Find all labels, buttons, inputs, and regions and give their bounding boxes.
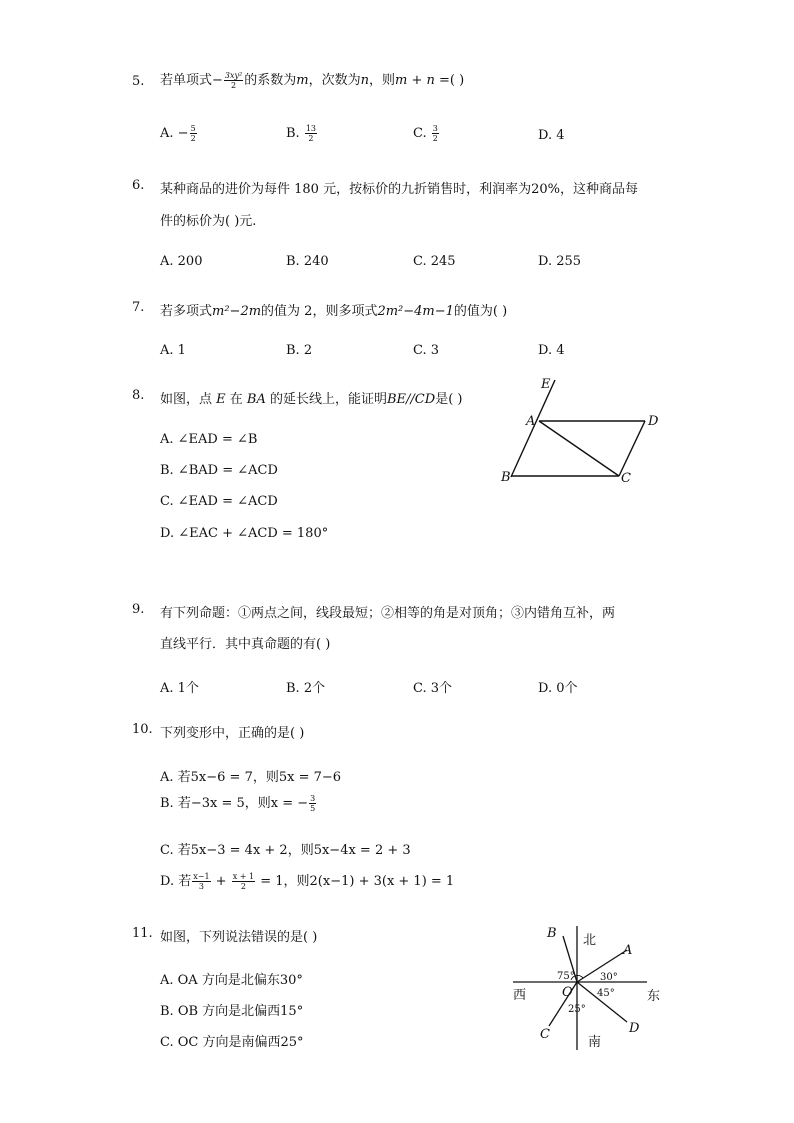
compass-direction-figure <box>505 918 670 1053</box>
question-stem-line1: 某种商品的进价为每件 180 元，按标价的九折销售时，利润率为20%，这种商品每 <box>160 182 638 197</box>
fraction: $\frac{x + 1}{2}$ <box>232 872 255 891</box>
option-c[interactable]: C. 3 <box>413 343 440 358</box>
option-d[interactable]: D. ∠EAC + ∠ACD = 180° <box>160 526 329 541</box>
fraction: $\frac{13}{2}$ <box>305 124 317 143</box>
label-c: C <box>540 1027 550 1042</box>
option-d[interactable]: D. 若 $\frac{x-1}{3}$ + $\frac{x + 1}{2}$ = 1，则2(x−1) + 3(x + 1) = 1 <box>160 872 455 891</box>
option-c[interactable]: C. $\frac{3}{2}$ <box>413 124 438 143</box>
fraction: $\frac{x-1}{3}$ <box>193 872 210 891</box>
fraction: $\frac{3}{5}$ <box>310 794 316 813</box>
option-b[interactable]: B. 2个 <box>286 681 326 696</box>
question-number: 5. <box>132 74 145 89</box>
label-c: C <box>621 471 631 486</box>
label-south: 南 <box>588 1035 602 1050</box>
option-d[interactable]: D. 0个 <box>538 681 578 696</box>
label-e: E <box>541 377 551 392</box>
line-dc <box>619 421 645 476</box>
option-c[interactable]: C. 245 <box>413 254 456 269</box>
line-ac <box>539 421 619 476</box>
label-a: A <box>526 414 536 429</box>
angle-30: 30° <box>600 972 618 983</box>
option-a[interactable]: A. − $\frac{5}{2}$ <box>160 124 196 143</box>
option-b[interactable]: B. 240 <box>286 254 329 269</box>
option-b[interactable]: B. OB 方向是北偏西15° <box>160 1004 304 1019</box>
question-stem: 下列变形中，正确的是( ) <box>160 726 305 741</box>
option-a[interactable]: A. OA 方向是北偏东30° <box>160 973 303 988</box>
label-north: 北 <box>583 933 597 948</box>
label-b: B <box>547 926 557 941</box>
angle-75: 75° <box>557 971 575 982</box>
option-a[interactable]: A. 若5x−6 = 7，则5x = 7−6 <box>160 770 342 785</box>
option-c[interactable]: C. 3个 <box>413 681 453 696</box>
label-a: A <box>623 943 633 958</box>
label-d: D <box>629 1021 640 1036</box>
question-number: 8. <box>132 388 145 403</box>
option-d[interactable]: D. 4 <box>538 343 565 358</box>
option-b[interactable]: B. $\frac{13}{2}$ <box>286 124 317 143</box>
option-c[interactable]: C. ∠EAD = ∠ACD <box>160 494 278 509</box>
angle-25: 25° <box>568 1004 586 1015</box>
option-a[interactable]: A. ∠EAD = ∠B <box>160 432 258 447</box>
question-number: 10. <box>132 722 153 737</box>
option-b[interactable]: B. 2 <box>286 343 313 358</box>
question-stem: 若多项式m²−2m的值为 2，则多项式2m²−4m−1的值为( ) <box>160 304 508 319</box>
option-b[interactable]: B. ∠BAD = ∠ACD <box>160 463 278 478</box>
question-stem-line2: 件的标价为( )元. <box>160 214 257 229</box>
question-number: 11. <box>132 926 153 941</box>
question-stem-line1: 有下列命题：①两点之间，线段最短；②相等的角是对顶角；③内错角互补，两 <box>160 606 616 621</box>
label-o: O <box>562 985 573 1000</box>
option-a[interactable]: A. 200 <box>160 254 203 269</box>
option-a[interactable]: A. 1 <box>160 343 186 358</box>
option-d[interactable]: D. 4 <box>538 128 565 143</box>
option-d[interactable]: D. 255 <box>538 254 582 269</box>
question-stem: 如图，点 E 在 BA 的延长线上，能证明BE//CD是( ) <box>160 392 463 407</box>
option-c[interactable]: C. 若5x−3 = 4x + 2，则5x−4x = 2 + 3 <box>160 843 411 858</box>
fraction: $\frac{5}{2}$ <box>190 124 196 143</box>
fraction: $\frac{3}{2}$ <box>432 124 438 143</box>
label-east: 东 <box>647 989 661 1004</box>
question-stem-line2: 直线平行．其中真命题的有( ) <box>160 637 331 652</box>
question-stem: 如图，下列说法错误的是( ) <box>160 930 318 945</box>
question-number: 6. <box>132 178 145 193</box>
option-b[interactable]: B. 若−3x = 5，则x = − $\frac{3}{5}$ <box>160 794 316 813</box>
question-number: 9. <box>132 602 145 617</box>
label-west: 西 <box>513 988 527 1003</box>
parallelogram-figure <box>495 372 675 487</box>
angle-45: 45° <box>597 988 615 999</box>
question-stem: 若单项式− $\frac{\text{3xy²}}{2}$ 的系数为m，次数为n，则m + n =( ) <box>160 71 465 90</box>
option-c[interactable]: C. OC 方向是南偏西25° <box>160 1035 304 1050</box>
option-a[interactable]: A. 1个 <box>160 681 199 696</box>
label-b: B <box>501 470 511 485</box>
fraction: $\frac{\text{3xy²}}{2}$ <box>224 71 243 90</box>
label-d: D <box>648 414 659 429</box>
question-number: 7. <box>132 300 145 315</box>
